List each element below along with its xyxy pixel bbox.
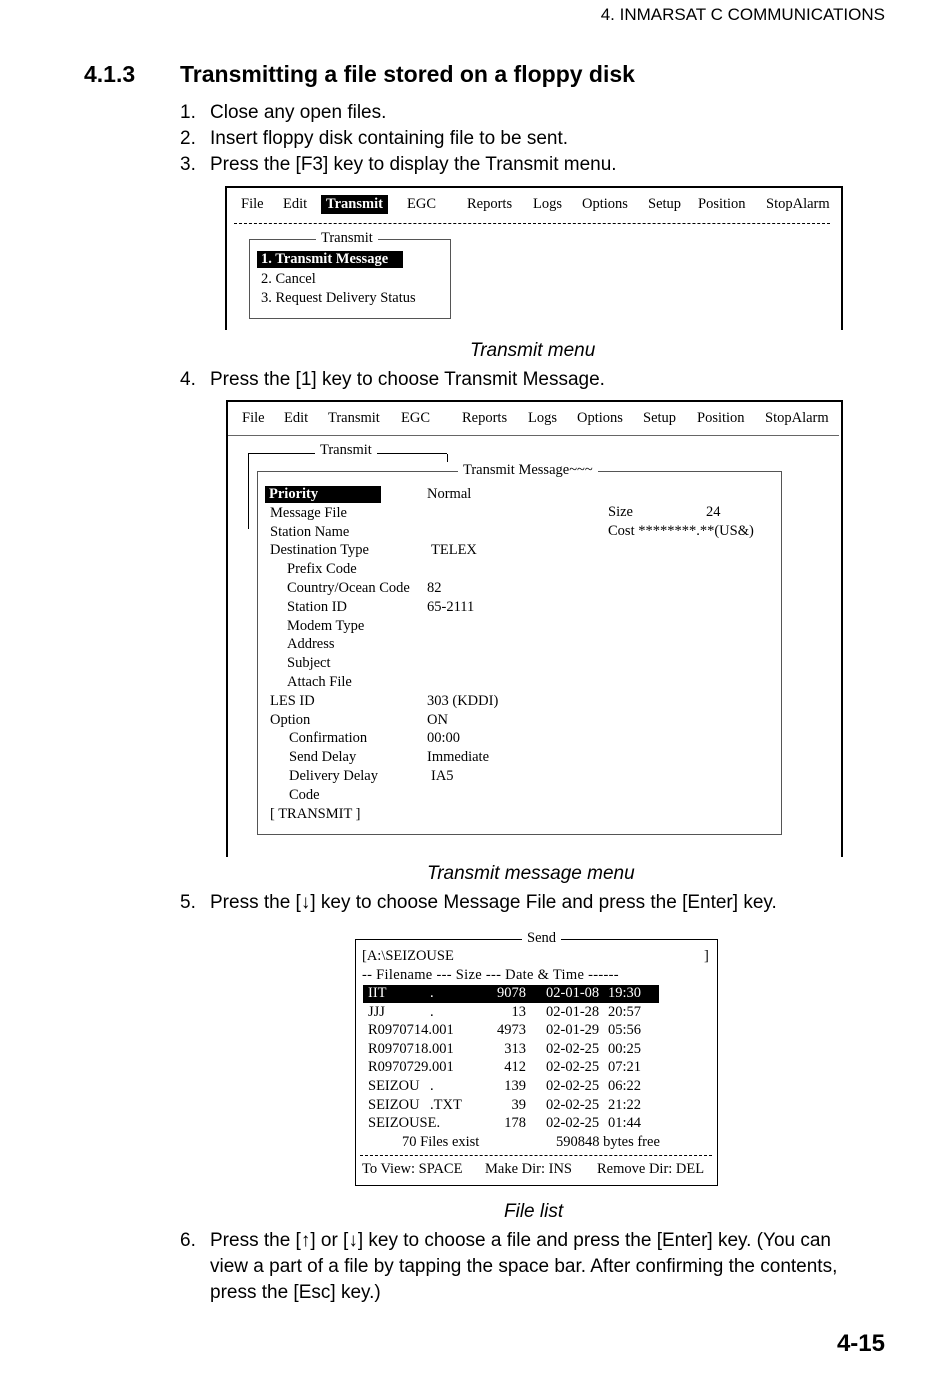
size-value: 24	[706, 504, 721, 520]
field-value[interactable]: 00:00	[427, 730, 461, 747]
file-row[interactable]	[363, 1059, 659, 1077]
menu-transmit[interactable]: Transmit	[321, 195, 388, 214]
file-time: 07:21	[608, 1059, 642, 1076]
file-row[interactable]	[363, 1022, 659, 1040]
field-label[interactable]: Subject	[287, 655, 331, 672]
file-size: 412	[504, 1059, 526, 1076]
menu-stopalarm[interactable]: StopAlarm	[766, 196, 830, 212]
field-value[interactable]: 82	[427, 580, 442, 596]
dialog-title: Send	[522, 930, 561, 947]
bytes-free: 590848 bytes free	[556, 1134, 660, 1150]
field-label[interactable]: LES ID	[270, 692, 315, 709]
file-date: 02-02-25	[546, 1059, 600, 1076]
field-label[interactable]: Confirmation	[289, 730, 368, 747]
step-6-line-2: view a part of a file by tapping the space bar. After confirming the contents,	[210, 1256, 838, 1277]
field-value[interactable]: TELEX	[431, 542, 477, 559]
field-label[interactable]: Send Delay	[289, 749, 357, 766]
menu-setup[interactable]: Setup	[643, 410, 677, 426]
field-label[interactable]: Station Name	[270, 523, 350, 540]
file-ext: .	[430, 1003, 434, 1020]
current-path: [A:\SEIZOUSE	[362, 948, 454, 964]
step-6: 6. Press the [↑] or [↓] key to choose a file and press the [Enter] key. (You can	[180, 1230, 831, 1251]
file-time: 20:57	[608, 1003, 642, 1020]
field-label[interactable]: Delivery Delay	[289, 768, 378, 784]
step-4: 4. Press the [1] key to choose Transmit Message.	[180, 369, 605, 390]
field-label[interactable]: Destination Type	[270, 542, 369, 559]
file-size: 139	[504, 1078, 526, 1094]
file-row[interactable]	[363, 1097, 659, 1115]
submenu-title: Transmit	[316, 230, 378, 247]
menu-transmit[interactable]: Transmit	[328, 410, 380, 426]
menu-file[interactable]: File	[241, 196, 264, 212]
file-size: 13	[511, 1003, 526, 1020]
menu-item-cancel[interactable]: 2. Cancel	[261, 271, 316, 287]
file-time: 00:25	[608, 1040, 642, 1057]
dialog-title: Transmit Message~~~	[458, 462, 598, 479]
hint-remove-dir: Remove Dir: DEL	[597, 1161, 705, 1177]
menu-position[interactable]: Position	[697, 410, 745, 426]
file-name: SEIZOU	[368, 1096, 420, 1113]
file-ext: .	[430, 985, 434, 1001]
path-bracket: ]	[704, 948, 709, 964]
field-value[interactable]: ON	[427, 711, 448, 728]
file-size: 178	[504, 1115, 526, 1132]
hint-view: To View: SPACE	[362, 1161, 463, 1177]
field-label[interactable]: Priority	[265, 486, 381, 503]
menu-edit[interactable]: Edit	[284, 410, 309, 426]
field-label[interactable]: Message File	[270, 504, 347, 521]
menu-egc[interactable]: EGC	[407, 196, 436, 212]
field-label[interactable]: Address	[287, 636, 335, 653]
file-row[interactable]	[363, 1115, 659, 1133]
transmit-submenu	[249, 230, 451, 319]
hint-make-dir: Make Dir: INS	[485, 1161, 572, 1177]
file-name: IIT	[368, 985, 387, 1001]
file-time: 01:44	[608, 1115, 642, 1132]
file-time: 06:22	[608, 1078, 642, 1094]
menu-logs[interactable]: Logs	[533, 196, 562, 212]
menu-item-transmit-message[interactable]: 1. Transmit Message	[257, 251, 403, 268]
field-label[interactable]: Prefix Code	[287, 561, 357, 578]
file-date: 02-01-28	[546, 1003, 600, 1020]
field-value[interactable]: IA5	[431, 768, 454, 784]
file-time: 05:56	[608, 1022, 642, 1039]
menu-divider	[228, 435, 839, 436]
menu-divider	[234, 223, 830, 224]
file-name: JJJ	[368, 1003, 385, 1020]
menu-reports[interactable]: Reports	[462, 410, 508, 426]
file-date: 02-02-25	[546, 1078, 600, 1094]
file-date: 02-01-29	[546, 1022, 600, 1039]
field-label[interactable]: Country/Ocean Code	[287, 580, 410, 596]
field-label[interactable]: Modem Type	[287, 617, 365, 634]
file-ext: .TXT	[430, 1096, 462, 1113]
file-size: 9078	[497, 985, 526, 1001]
transmit-message-dialog	[257, 462, 782, 835]
file-row[interactable]	[363, 1004, 659, 1022]
size-label: Size	[608, 504, 633, 520]
file-date: 02-02-25	[546, 1040, 600, 1057]
step-5: 5. Press the [↓] key to choose Message File and press the [Enter] key.	[180, 892, 777, 913]
files-exist-count: 70 Files exist	[402, 1134, 480, 1150]
file-name: R0970729.001	[368, 1059, 454, 1076]
file-name: R0970714.001	[368, 1022, 454, 1039]
file-size: 313	[504, 1040, 526, 1057]
caption-file-list: File list	[504, 1201, 564, 1222]
field-label[interactable]: Station ID	[287, 598, 348, 615]
file-name: R0970718.001	[368, 1040, 454, 1057]
file-name: SEIZOUSE.	[368, 1115, 441, 1132]
step-3: 3. Press the [F3] key to display the Transmit menu.	[180, 154, 617, 175]
caption-transmit-menu: Transmit menu	[470, 340, 596, 361]
field-label[interactable]: Attach File	[287, 674, 352, 690]
running-header: 4. INMARSAT C COMMUNICATIONS	[600, 5, 885, 24]
menu-logs[interactable]: Logs	[528, 410, 557, 426]
file-date: 02-02-25	[546, 1115, 600, 1132]
file-ext: .	[430, 1078, 434, 1094]
file-date: 02-01-08	[546, 985, 600, 1001]
field-value[interactable]: 65-2111	[427, 598, 475, 615]
menu-stopalarm[interactable]: StopAlarm	[765, 410, 829, 426]
section-title: Transmitting a file stored on a floppy disk	[180, 61, 635, 87]
menu-reports[interactable]: Reports	[467, 196, 513, 212]
field-value[interactable]: Normal	[427, 486, 472, 502]
menu-setup[interactable]: Setup	[648, 196, 682, 212]
menu-file[interactable]: File	[242, 410, 265, 426]
step-1: 1. Close any open files.	[180, 102, 387, 123]
step-6-line-3: press the [Esc] key.)	[210, 1282, 381, 1303]
field-label[interactable]: Code	[289, 786, 320, 803]
menu-options[interactable]: Options	[582, 196, 628, 212]
field-label[interactable]: Option	[270, 711, 311, 728]
menu-position[interactable]: Position	[698, 196, 746, 212]
column-headers: -- Filename --- Size --- Date & Time ------	[362, 967, 619, 983]
field-value[interactable]: 303 (KDDI)	[427, 692, 499, 709]
file-date: 02-02-25	[546, 1096, 600, 1113]
file-size: 39	[511, 1096, 526, 1113]
menu-egc[interactable]: EGC	[401, 410, 430, 426]
file-row[interactable]	[363, 985, 659, 1003]
file-time: 19:30	[608, 985, 642, 1001]
file-name: SEIZOU	[368, 1078, 420, 1094]
submenu-title: Transmit	[315, 442, 377, 459]
menu-edit[interactable]: Edit	[283, 196, 308, 212]
send-file-list-dialog	[355, 930, 718, 1186]
step-2: 2. Insert floppy disk containing file to be sent.	[180, 128, 569, 149]
file-time: 21:22	[608, 1096, 642, 1113]
file-size: 4973	[497, 1022, 526, 1039]
file-row[interactable]	[363, 1078, 659, 1096]
caption-transmit-message-menu: Transmit message menu	[427, 863, 635, 884]
field-value[interactable]: Immediate	[427, 749, 490, 766]
page-number: 4-15	[836, 1330, 885, 1357]
menu-item-request-delivery-status[interactable]: 3. Request Delivery Status	[261, 290, 416, 306]
menu-options[interactable]: Options	[577, 410, 623, 426]
file-row[interactable]	[363, 1041, 659, 1059]
field-label[interactable]: [ TRANSMIT ]	[270, 805, 361, 822]
section-number: 4.1.3	[84, 61, 136, 87]
cost-label: Cost ********.**(US&)	[608, 523, 754, 539]
